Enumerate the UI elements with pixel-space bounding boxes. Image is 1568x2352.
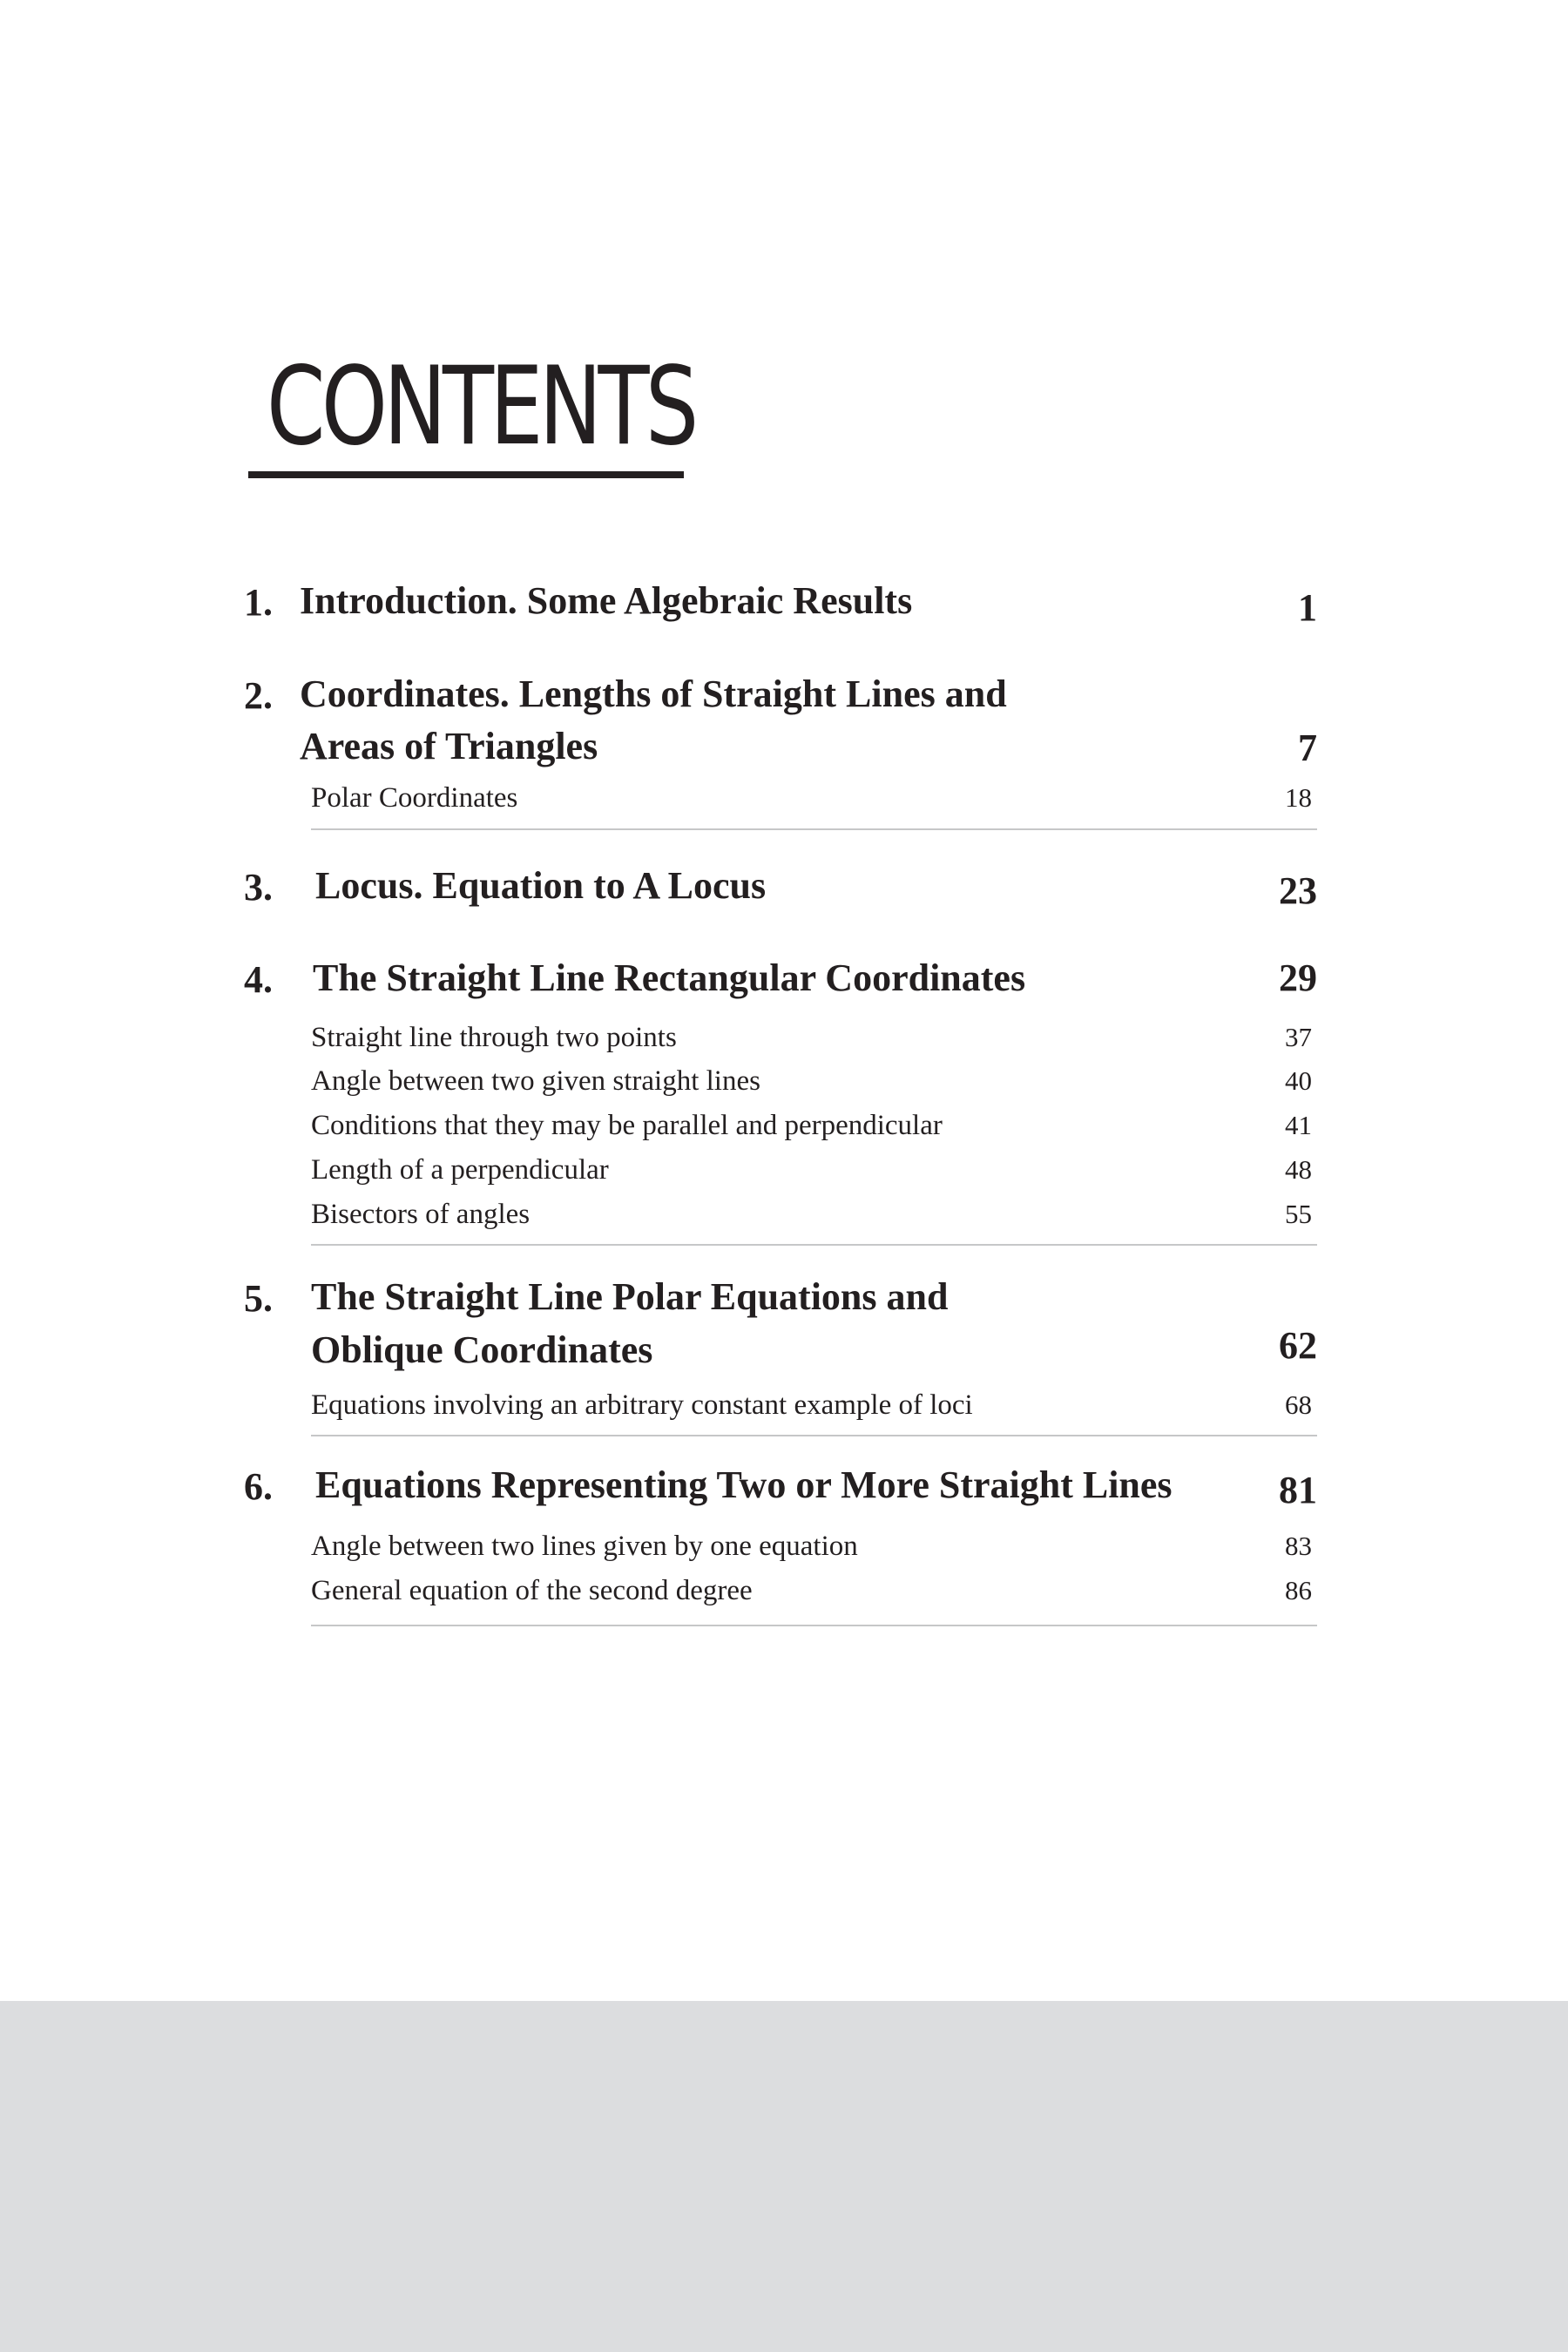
section-title: Angle between two lines given by one equation (311, 1531, 858, 1562)
toc-section[interactable] (311, 1531, 1317, 1574)
section-page-number: 55 (1285, 1199, 1312, 1229)
chapter-title: Locus. Equation to A Locus (315, 864, 767, 907)
toc-section[interactable] (311, 782, 1317, 826)
section-page-number: 41 (1285, 1110, 1312, 1140)
chapter-title: The Straight Line Polar Equations and (311, 1275, 949, 1318)
toc-section[interactable] (311, 1389, 1317, 1433)
section-page-number: 86 (1285, 1575, 1312, 1605)
toc-section[interactable] (311, 1199, 1317, 1242)
section-divider (311, 1625, 1317, 1626)
chapter-title: The Straight Line Rectangular Coordinates (313, 956, 1026, 999)
section-page-number: 40 (1285, 1065, 1312, 1096)
section-title: General equation of the second degree (311, 1575, 753, 1606)
section-divider (311, 1435, 1317, 1436)
chapter-page-number: 62 (1279, 1324, 1317, 1367)
chapter-title: Equations Representing Two or More Straight Lines (315, 1463, 1173, 1506)
section-title: Equations involving an arbitrary constant example of loci (311, 1389, 973, 1421)
section-title: Polar Coordinates (311, 782, 518, 814)
section-title: Conditions that they may be parallel and perpendicular (311, 1110, 943, 1141)
chapter-page-number: 29 (1279, 956, 1317, 999)
toc-section[interactable] (311, 1154, 1317, 1198)
section-page-number: 83 (1285, 1531, 1312, 1561)
chapter-page-number: 81 (1279, 1469, 1317, 1511)
contents-heading: CONTENTS (267, 344, 695, 470)
chapter-number: 3. (244, 866, 273, 909)
chapter-page-number: 23 (1279, 869, 1317, 912)
chapter-page-number: 7 (1298, 727, 1317, 769)
section-title: Straight line through two points (311, 1022, 677, 1053)
chapter-page-number: 1 (1298, 586, 1317, 629)
chapter-number: 6. (244, 1465, 273, 1508)
chapter-title: Introduction. Some Algebraic Results (300, 579, 913, 622)
section-divider (311, 828, 1317, 830)
toc-section[interactable] (311, 1065, 1317, 1109)
toc-section[interactable] (311, 1022, 1317, 1065)
section-title: Angle between two given straight lines (311, 1065, 760, 1097)
chapter-number: 5. (244, 1277, 273, 1320)
section-title: Length of a perpendicular (311, 1154, 609, 1186)
chapter-number: 4. (244, 958, 273, 1001)
toc-section[interactable] (311, 1575, 1317, 1619)
heading-underline (248, 471, 684, 478)
section-page-number: 37 (1285, 1022, 1312, 1052)
section-page-number: 68 (1285, 1389, 1312, 1420)
chapter-title-continued: Oblique Coordinates (311, 1328, 653, 1371)
section-page-number: 18 (1285, 782, 1312, 813)
section-divider (311, 1244, 1317, 1246)
toc-section[interactable] (311, 1110, 1317, 1153)
section-page-number: 48 (1285, 1154, 1312, 1185)
footer-band (0, 2001, 1568, 2352)
section-title: Bisectors of angles (311, 1199, 531, 1230)
chapter-number: 2. (244, 674, 273, 717)
chapter-title-continued: Areas of Triangles (300, 725, 598, 767)
chapter-title: Coordinates. Lengths of Straight Lines and (300, 672, 1007, 715)
chapter-number: 1. (244, 581, 273, 624)
